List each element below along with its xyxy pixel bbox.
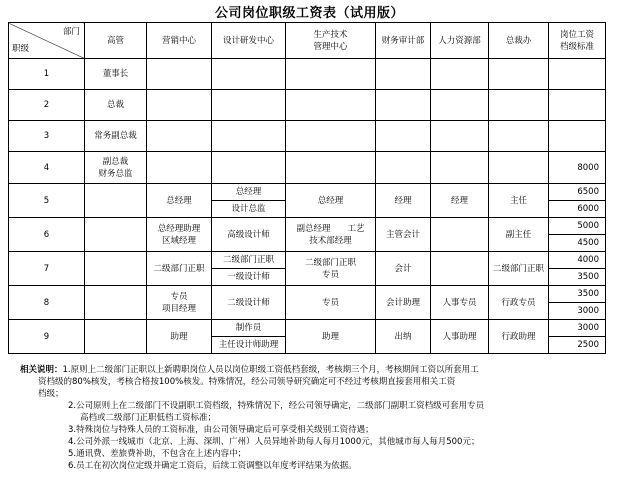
table-row (9, 184, 606, 201)
level-cell: 9 (9, 320, 85, 354)
cell-standard: 3000 (549, 320, 606, 337)
level-cell: 1 (9, 59, 85, 90)
page-title: 公司岗位职级工资表（试用版） (214, 6, 404, 21)
cell-zongcai: 行政专员 (489, 286, 549, 320)
cell-caiwu: 会计 (376, 252, 431, 286)
header-caiwu: 财务审计部 (376, 23, 431, 59)
cell-standard: 8000 (549, 152, 606, 184)
cell-gaoguan: 常务副总裁 (85, 121, 147, 152)
cell-shengchan: 专员 (286, 286, 376, 320)
cell-gaoguan: 董事长 (85, 59, 147, 90)
cell-caiwu: 出纳 (376, 320, 431, 354)
cell-renli: 人事助理 (431, 320, 489, 354)
table-row (9, 121, 606, 152)
cell-standard: 6000 (549, 201, 606, 218)
table-row (9, 90, 606, 121)
table-row (9, 320, 606, 337)
notes-section (20, 364, 610, 472)
cell-standard: 4500 (549, 235, 606, 252)
level-cell: 7 (9, 252, 85, 286)
salary-table (8, 22, 606, 354)
cell-gaoguan: 总裁 (85, 90, 147, 121)
cell-yingxiao: 总经理 (147, 184, 212, 218)
level-cell: 8 (9, 286, 85, 320)
table-row (9, 218, 606, 235)
corner-cell (9, 23, 85, 59)
note-line: 5.通讯费、差旅费补助，不包含在上述内容中； (68, 449, 247, 459)
cell-renli: 经理 (431, 184, 489, 218)
header-row (9, 23, 606, 59)
cell-caiwu: 经理 (376, 184, 431, 218)
cell-sheji: 设计总监 (212, 201, 286, 218)
cell-shengchan: 副总经理 工艺 技术部经理 (286, 218, 376, 252)
header-shengchan: 生产技术 管理中心 (286, 23, 376, 59)
header-standard: 岗位工资 档级标准 (549, 23, 606, 59)
header-zongcai: 总裁办 (489, 23, 549, 59)
corner-level-label: 职级 (12, 44, 30, 54)
cell-sheji: 一级设计师 (212, 269, 286, 286)
cell-zongcai: 副主任 (489, 218, 549, 252)
table-row (9, 286, 606, 303)
cell-shengchan: 二级部门正职 专员 (286, 252, 376, 286)
cell-zongcai: 二级部门正职 (489, 252, 549, 286)
cell-yingxiao: 专员 项目经理 (147, 286, 212, 320)
note-line: 3.特殊岗位与特殊人员的工资标准，由公司领导确定后可享受相关级别工资待遇； (68, 425, 374, 435)
cell-standard: 2500 (549, 337, 606, 354)
cell-sheji: 总经理 (212, 184, 286, 201)
header-yingxiao: 营销中心 (147, 23, 212, 59)
level-cell: 3 (9, 121, 85, 152)
notes-lead: 相关说明： (20, 365, 63, 375)
cell-standard: 4000 (549, 252, 606, 269)
note-line: 6.员工在初次岗位定级并确定工资后，后续工资调整以年度考评结果为依据。 (68, 461, 357, 471)
cell-sheji: 主任设计师助理 (212, 337, 286, 354)
note-line: 资档级的80%核发，考核合格按100%核发。特殊情况，经公司领导研究确定可不经过考核期直接套用相关工资 (38, 377, 456, 387)
cell-shengchan: 助理 (286, 320, 376, 354)
cell-standard: 3500 (549, 269, 606, 286)
level-cell: 6 (9, 218, 85, 252)
header-gaoguan: 高管 (85, 23, 147, 59)
table-row (9, 59, 606, 90)
cell-gaoguan: 副总裁 财务总监 (85, 152, 147, 184)
cell-caiwu: 会计助理 (376, 286, 431, 320)
cell-standard: 5000 (549, 218, 606, 235)
note-line: 档级； (38, 389, 64, 399)
header-sheji: 设计研发中心 (212, 23, 286, 59)
header-renli: 人力资源部 (431, 23, 489, 59)
cell-standard: 6500 (549, 184, 606, 201)
cell-sheji: 二级部门正职 (212, 252, 286, 269)
level-cell: 2 (9, 90, 85, 121)
cell-yingxiao: 总经理助理 区域经理 (147, 218, 212, 252)
level-cell: 5 (9, 184, 85, 218)
table-row (9, 152, 606, 184)
note-line: 高档或二级部门正职低档工资标准； (80, 413, 217, 423)
cell-standard: 3500 (549, 286, 606, 303)
note-line: 4.公司外派一线城市（北京、上海、深圳、广州）人员异地补助每人每月1000元，其他城市每人每月500元； (68, 437, 480, 447)
cell-sheji: 二级设计师 (212, 286, 286, 320)
cell-yingxiao: 二级部门正职 (147, 252, 212, 286)
cell-shengchan: 总经理 (286, 184, 376, 218)
note-line: 相关说明：1.原则上二级部门正职以上新聘职岗位人员以岗位职级工资低档套级，考核期三个月，考核期间工资以所套用工 (20, 365, 479, 375)
cell-standard: 3000 (549, 303, 606, 320)
cell-sheji: 制作员 (212, 320, 286, 337)
cell-zongcai: 行政助理 (489, 320, 549, 354)
note-line: 2.公司原则上在二级部门不设副职工资档级，特殊情况下，经公司领导确定，二级部门副职工资档级可套用专员 (68, 401, 485, 411)
level-cell: 4 (9, 152, 85, 184)
table-row (9, 252, 606, 269)
cell-sheji: 高级设计师 (212, 218, 286, 252)
cell-zongcai: 主任 (489, 184, 549, 218)
corner-dept-label: 部门 (62, 27, 80, 37)
cell-caiwu: 主管会计 (376, 218, 431, 252)
cell-renli: 人事专员 (431, 286, 489, 320)
cell-yingxiao: 助理 (147, 320, 212, 354)
